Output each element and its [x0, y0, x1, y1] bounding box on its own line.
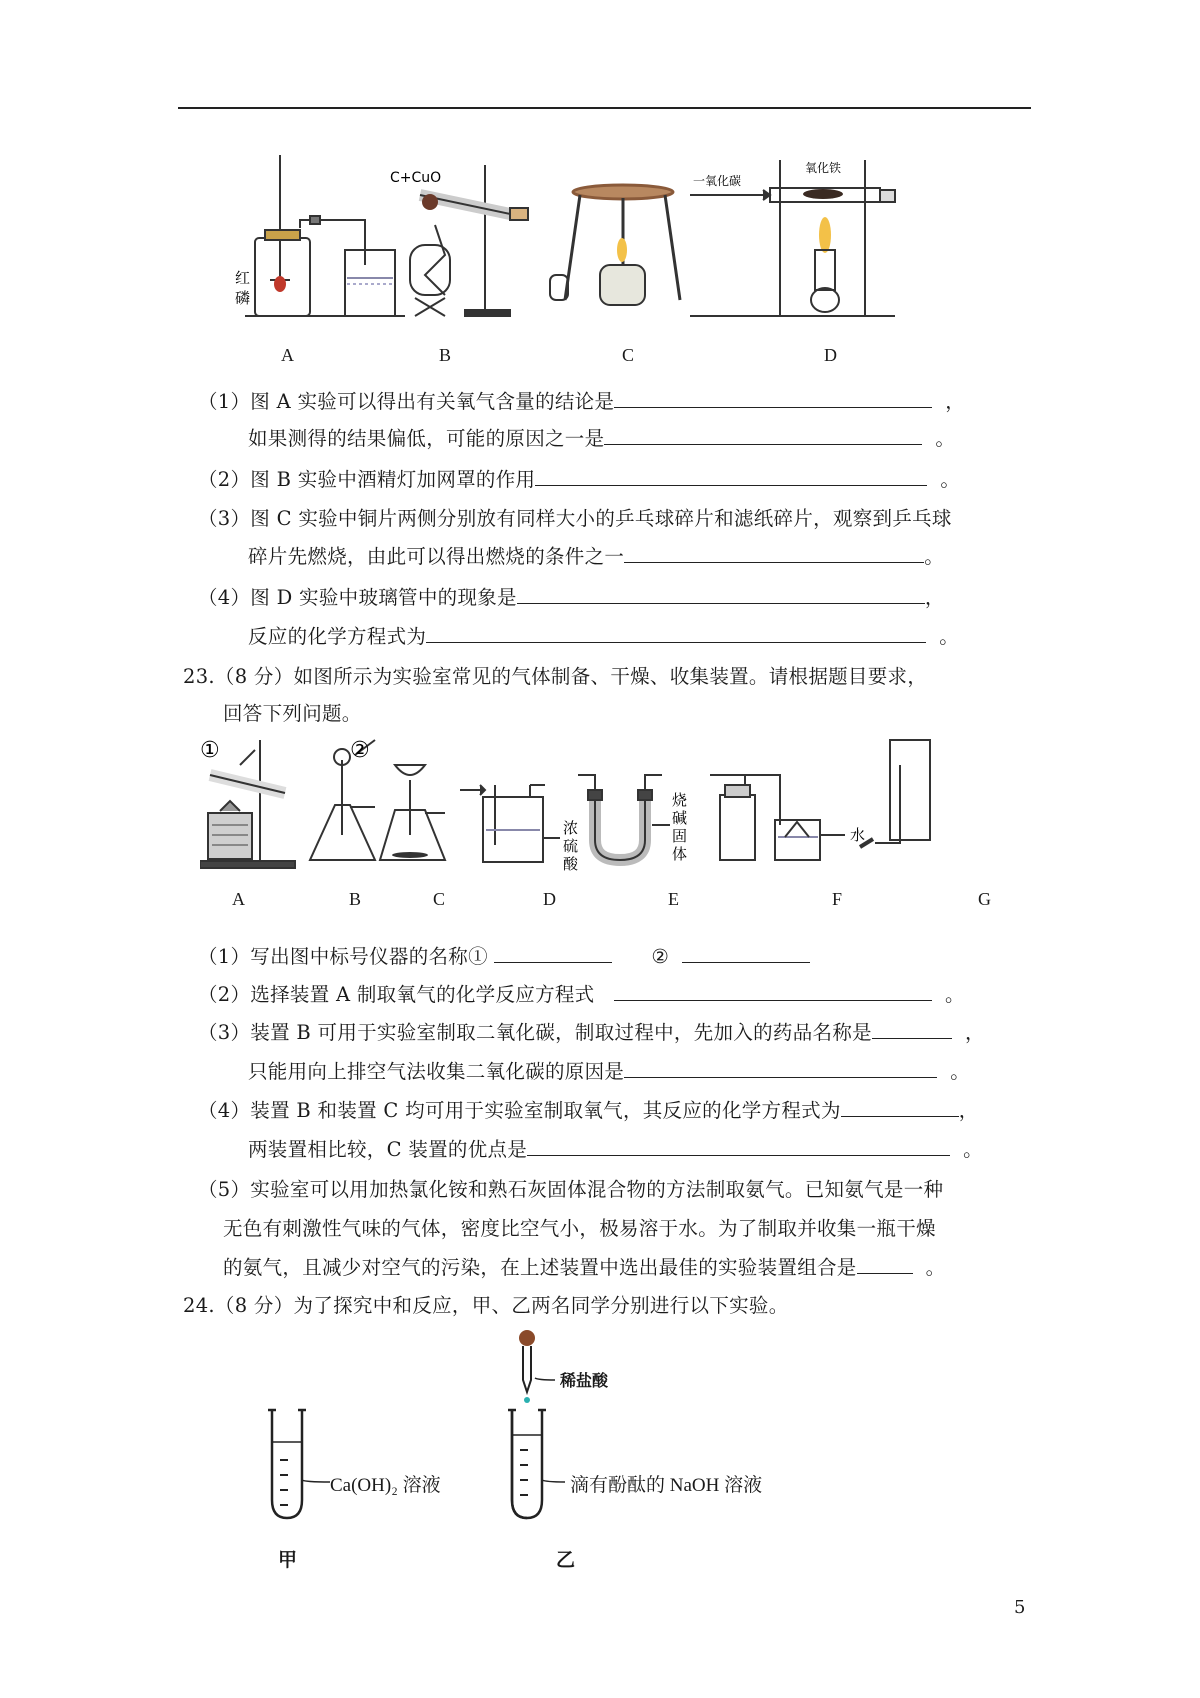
- tube1-label: Ca(OH)₂ 溶液: [330, 1475, 441, 1496]
- apparatus-23-D: [460, 785, 560, 862]
- D-conc-2: 硫: [563, 837, 579, 855]
- tube-jia: [272, 1410, 302, 1518]
- fig1-label-D: D: [824, 345, 837, 365]
- q22-part4-line1: （4）图 D 实验中玻璃管中的现象是 ，: [198, 586, 945, 609]
- E-label-4: 体: [672, 845, 688, 863]
- E-label-3: 固: [672, 827, 688, 845]
- fig1-label-A: A: [281, 345, 294, 365]
- fig23-label-E: E: [668, 889, 679, 909]
- answer-blank[interactable]: [682, 944, 810, 963]
- answer-blank[interactable]: [872, 1020, 952, 1039]
- answer-blank[interactable]: [517, 585, 925, 604]
- q23-part4-line1: （4）装置 B 和装置 C 均可用于实验室制取氧气，其反应的化学方程式为 ，: [198, 1099, 979, 1122]
- q23-part5-line2: 无色有刺激性气味的气体，密度比空气小，极易溶于水。为了制取并收集一瓶干燥: [223, 1217, 936, 1240]
- fig23-label-B: B: [349, 889, 362, 909]
- answer-blank[interactable]: [624, 544, 924, 563]
- D-conc-3: 酸: [563, 855, 579, 873]
- answer-blank[interactable]: [604, 426, 922, 445]
- q23-part1: （1）写出图中标号仪器的名称① ②: [198, 941, 810, 969]
- q22-part1-line2: 如果测得的结果偏低，可能的原因之一是 。: [248, 427, 956, 450]
- apparatus-23-C: [380, 765, 445, 860]
- answer-blank[interactable]: [857, 1255, 913, 1274]
- page-number: 5: [1014, 1597, 1026, 1618]
- fig23-label-A: A: [232, 889, 245, 909]
- q23-title-line1: 23.（8 分）如图所示为实验室常见的气体制备、干燥、收集装置。请根据题目要求，: [183, 665, 928, 688]
- answer-blank[interactable]: [841, 1098, 959, 1117]
- figure-22-apparatus: [225, 150, 985, 340]
- q23-part4-line2: 两装置相比较，C 装置的优点是 。: [248, 1138, 983, 1161]
- q23-title-line2: 回答下列问题。: [223, 702, 362, 725]
- q22-part3-line2: 碎片先燃烧，由此可以得出燃烧的条件之一 。: [248, 545, 945, 568]
- q22-part2: （2）图 B 实验中酒精灯加网罩的作用 。: [198, 468, 961, 491]
- fig1-label-B: B: [439, 345, 452, 365]
- E-label-2: 碱: [672, 809, 688, 827]
- q23-part3-line2: 只能用向上排空气法收集二氧化碳的原因是 。: [248, 1060, 971, 1083]
- fig23-label-G: G: [978, 889, 991, 909]
- answer-blank[interactable]: [494, 944, 612, 963]
- fig23-label-D: D: [543, 889, 556, 909]
- E-label-1: 烧: [672, 791, 688, 809]
- apparatus-23-G: [860, 740, 930, 847]
- answer-blank[interactable]: [535, 467, 927, 486]
- q23-part2: （2）选择装置 A 制取氧气的化学反应方程式 。: [198, 983, 965, 1006]
- A-phos-label: 磷: [235, 289, 251, 307]
- dropper-label: 稀盐酸: [560, 1371, 609, 1390]
- caption-yi: 乙: [556, 1549, 576, 1571]
- fig1-label-C: C: [622, 345, 635, 365]
- apparatus-23-E: [578, 775, 670, 860]
- circle-2-label: ②: [350, 738, 370, 763]
- q24-title: 24.（8 分）为了探究中和反应，甲、乙两名同学分别进行以下实验。: [183, 1294, 789, 1317]
- figure-23-apparatus: [200, 735, 1030, 875]
- q22-part4-line2: 反应的化学方程式为 。: [248, 625, 960, 648]
- q23-part5-line3: 的氨气，且减少对空气的污染，在上述装置中选出最佳的实验装置组合是 。: [223, 1256, 946, 1279]
- D-fe2o3-label: 氧化铁: [805, 161, 842, 175]
- caption-jia: 甲: [278, 1549, 298, 1571]
- B-chem-label: C+CuO: [390, 170, 442, 186]
- D-conc-1: 浓: [563, 819, 579, 837]
- q22-part3-line1: （3）图 C 实验中铜片两侧分别放有同样大小的乒乓球碎片和滤纸碎片，观察到乒乓球: [198, 507, 952, 530]
- q22-part1-line1: （1）图 A 实验可以得出有关氧气含量的结论是 ，: [198, 390, 966, 413]
- circle-1-label: ①: [200, 738, 220, 763]
- answer-blank[interactable]: [426, 624, 926, 643]
- fig23-label-C: C: [433, 889, 446, 909]
- q23-part3-line1: （3）装置 B 可用于实验室制取二氧化碳，制取过程中，先加入的药品名称是 ，: [198, 1021, 985, 1044]
- D-co-label: 一氧化碳: [693, 174, 742, 188]
- apparatus-23-F: [710, 775, 845, 860]
- answer-blank[interactable]: [614, 982, 932, 1001]
- answer-blank[interactable]: [614, 389, 932, 408]
- apparatus-B: [410, 165, 528, 316]
- A-red-label: 红: [235, 269, 251, 287]
- apparatus-A: [245, 155, 405, 316]
- header-rule: [178, 107, 1031, 109]
- tube2-label: 滴有酚酞的 NaOH 溶液: [570, 1475, 763, 1496]
- F-water-label: 水: [850, 826, 866, 844]
- apparatus-C: [550, 185, 680, 305]
- q23-part5-line1: （5）实验室可以用加热氯化铵和熟石灰固体混合物的方法制取氨气。已知氨气是一种: [198, 1178, 944, 1201]
- answer-blank[interactable]: [624, 1059, 937, 1078]
- fig23-label-F: F: [832, 889, 843, 909]
- answer-blank[interactable]: [527, 1137, 950, 1156]
